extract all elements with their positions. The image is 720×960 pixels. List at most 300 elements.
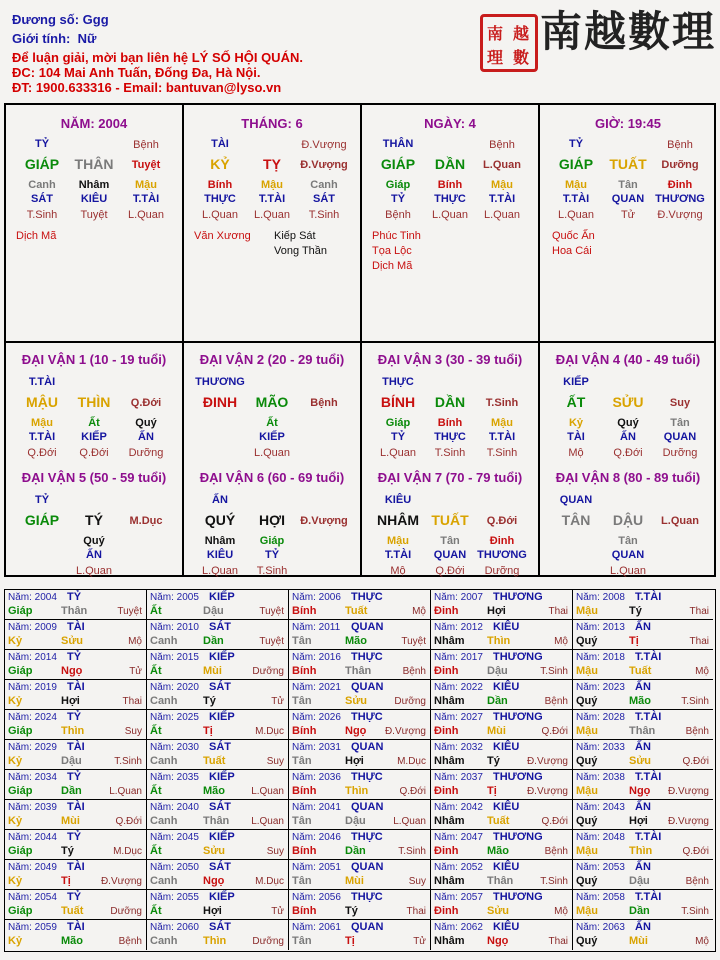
hidden-thap-than: THƯƠNG (477, 549, 527, 561)
year-truong-sinh: Đ.Vượng (100, 876, 142, 887)
dai-van-truong-sinh: Suy (669, 397, 691, 409)
hidden-thap-than: QUAN (611, 193, 645, 205)
year-can: Đinh (434, 605, 459, 617)
hidden-stem: Mậu (387, 535, 409, 547)
year-truong-sinh: Tuyệt (259, 636, 284, 647)
hidden-truong-sinh: T.Sinh (434, 447, 466, 459)
year-can: Bính (292, 785, 317, 797)
gender-value: Nữ (77, 31, 97, 46)
year-thap-than: THƯƠNG (493, 891, 543, 903)
year-cell (5, 830, 147, 860)
year-label: Năm: 2006 (292, 592, 341, 603)
year-cell (573, 830, 713, 860)
hidden-thap-than: KIẾP (259, 431, 285, 443)
year-chi: Mùi (345, 875, 364, 887)
year-label: Năm: 2029 (8, 742, 57, 753)
year-truong-sinh: Bệnh (402, 666, 426, 677)
year-chi: Tuất (203, 755, 226, 767)
year-cell (147, 800, 289, 830)
year-can: Tân (292, 935, 312, 947)
year-thap-than: SÁT (209, 921, 231, 933)
hidden-stem: Bính (437, 179, 463, 191)
year-truong-sinh: L.Quan (109, 786, 142, 797)
dai-van-thap-than: KIẾP (563, 376, 589, 388)
year-thap-than: THỰC (351, 651, 383, 663)
hidden-truong-sinh: L.Quan (253, 209, 291, 221)
year-can: Giáp (8, 725, 33, 737)
year-can: Giáp (8, 845, 33, 857)
hidden-stem: Tân (618, 179, 638, 191)
hidden-stem: Bính (437, 417, 463, 429)
year-label: Năm: 2060 (150, 922, 199, 933)
year-cell (573, 860, 713, 890)
year-can: Quý (576, 875, 598, 887)
pillar-thien-can: GIÁP (24, 156, 60, 172)
year-thap-than: TÀI (67, 621, 85, 633)
year-can: Canh (150, 935, 178, 947)
hidden-truong-sinh: L.Quan (483, 209, 521, 221)
year-can: Bính (292, 845, 317, 857)
year-chi: Dậu (629, 875, 650, 887)
year-truong-sinh: Đ.Vượng (667, 816, 709, 827)
dai-van-chi: TÝ (85, 512, 103, 528)
year-chi: Tý (61, 845, 74, 857)
year-cell (289, 650, 431, 680)
year-label: Năm: 2042 (434, 802, 483, 813)
year-thap-than: SÁT (209, 681, 231, 693)
gender-label-text: Giới tính: (12, 31, 71, 46)
year-label: Năm: 2018 (576, 652, 625, 663)
pillar-thien-can: KỶ (210, 156, 230, 172)
year-thap-than: QUAN (351, 921, 384, 933)
year-chi: Tý (487, 755, 500, 767)
year-chi: Dậu (61, 755, 82, 767)
year-thap-than: QUAN (351, 681, 384, 693)
year-cell (5, 680, 147, 710)
year-cell (431, 590, 573, 620)
year-cell (431, 680, 573, 710)
pillar-thap-than: THÂN (382, 138, 414, 150)
year-chi: Sửu (345, 695, 368, 707)
year-cell (431, 860, 573, 890)
year-can: Giáp (8, 785, 33, 797)
year-truong-sinh: Dưỡng (394, 696, 426, 707)
year-truong-sinh: Tử (271, 906, 284, 917)
year-can: Ất (150, 725, 162, 737)
year-chi: Mão (487, 845, 509, 857)
year-cell (5, 770, 147, 800)
year-thap-than: QUAN (351, 861, 384, 873)
year-cell (431, 830, 573, 860)
year-truong-sinh: Mộ (554, 906, 568, 917)
hidden-thap-than: T.TÀI (488, 431, 516, 443)
year-thap-than: ẤN (635, 621, 651, 633)
dai-van-cell (362, 461, 538, 579)
dai-van-truong-sinh: Bệnh (310, 397, 338, 409)
year-chi: Dậu (345, 815, 366, 827)
dai-van-thap-than: QUAN (559, 494, 593, 506)
year-label: Năm: 2030 (150, 742, 199, 753)
year-can: Mậu (576, 905, 598, 917)
hidden-thap-than: T.TÀI (488, 193, 516, 205)
year-can: Nhâm (434, 815, 465, 827)
dai-van-cell (6, 461, 182, 579)
hidden-truong-sinh: T.Sinh (308, 209, 340, 221)
year-can: Tân (292, 815, 312, 827)
year-can: Kỷ (8, 815, 23, 827)
hidden-thap-than: TỶ (390, 431, 406, 443)
annual-luck-table (4, 589, 716, 952)
year-label: Năm: 2031 (292, 742, 341, 753)
year-chi: Thìn (629, 845, 653, 857)
year-can: Giáp (8, 665, 33, 677)
year-chi: Thân (203, 815, 230, 827)
year-truong-sinh: Tử (129, 666, 142, 677)
year-cell (289, 830, 431, 860)
pillar-vong-truong-sinh: Bệnh (667, 139, 693, 151)
year-thap-than: TÀI (67, 921, 85, 933)
year-cell (147, 920, 289, 950)
year-truong-sinh: Tuyệt (259, 606, 284, 617)
year-cell (5, 710, 147, 740)
year-truong-sinh: Mộ (695, 936, 709, 947)
year-truong-sinh: T.Sinh (540, 666, 568, 677)
hidden-stem: Mậu (261, 179, 283, 191)
year-truong-sinh: M.Dục (397, 756, 426, 767)
pillar-title: THÁNG: 6 (241, 116, 303, 131)
year-truong-sinh: Đ.Vượng (667, 786, 709, 797)
year-thap-than: THƯƠNG (493, 651, 543, 663)
red-seal-stamp (480, 14, 538, 72)
hidden-truong-sinh: Dưỡng (484, 565, 520, 577)
dai-van-title: ĐẠI VẬN 6 (60 - 69 tuổi) (199, 470, 345, 485)
year-can: Kỷ (8, 875, 23, 887)
year-cell (147, 830, 289, 860)
hidden-stem: Quý (135, 417, 157, 429)
year-thap-than: KIÊU (493, 741, 520, 753)
year-thap-than: KIẾP (209, 591, 235, 603)
year-can: Tân (292, 635, 312, 647)
year-thap-than: THỰC (351, 711, 383, 723)
year-chi: Sửu (629, 755, 652, 767)
pillar-chi-truong-sinh: Tuyệt (131, 159, 161, 171)
page-header (0, 0, 720, 103)
pillar-thap-than: TỶ (34, 138, 50, 150)
dai-van-can: BÍNH (380, 394, 416, 410)
hidden-stem: Canh (310, 179, 338, 191)
than-sat-star: Hoa Cái (552, 245, 592, 257)
year-can: Bính (292, 725, 317, 737)
dai-van-chi: TUẤT (431, 512, 469, 528)
hidden-truong-sinh: Q.Đới (435, 565, 465, 577)
year-thap-than: THỰC (351, 831, 383, 843)
hidden-stem: Giáp (385, 417, 411, 429)
year-label: Năm: 2059 (8, 922, 57, 933)
year-thap-than: KIẾP (209, 651, 235, 663)
year-chi: Thân (629, 725, 656, 737)
owner-name: Đương số: Ggg (12, 12, 109, 27)
year-truong-sinh: Dưỡng (252, 666, 284, 677)
year-can: Quý (576, 635, 598, 647)
dai-van-chi: THÌN (77, 394, 111, 410)
dai-van-can: TÂN (561, 512, 591, 528)
than-sat-star: Văn Xương (194, 230, 251, 242)
year-chi: Tị (629, 635, 639, 647)
hidden-thap-than: ẤN (86, 549, 102, 561)
year-label: Năm: 2049 (8, 862, 57, 873)
year-truong-sinh: Thai (689, 636, 709, 647)
dai-van-truong-sinh: L.Quan (661, 515, 699, 527)
year-thap-than: T.TÀI (635, 591, 662, 603)
hidden-thap-than: THƯƠNG (655, 193, 705, 205)
year-truong-sinh: Thai (689, 606, 709, 617)
year-label: Năm: 2061 (292, 922, 341, 933)
year-can: Canh (150, 635, 178, 647)
hidden-stem: Đinh (489, 535, 515, 547)
year-can: Ất (150, 665, 162, 677)
year-can: Nhâm (434, 755, 465, 767)
year-label: Năm: 2047 (434, 832, 483, 843)
year-truong-sinh: Thai (122, 696, 142, 707)
year-thap-than: THƯƠNG (493, 831, 543, 843)
year-cell (147, 680, 289, 710)
dai-van-title: ĐẠI VẬN 4 (40 - 49 tuổi) (555, 352, 701, 367)
year-label: Năm: 2008 (576, 592, 625, 603)
year-can: Tân (292, 695, 312, 707)
year-cell (5, 590, 147, 620)
year-can: Quý (576, 755, 598, 767)
year-cell (5, 860, 147, 890)
dai-van-title: ĐẠI VẬN 8 (80 - 89 tuổi) (555, 470, 701, 485)
year-chi: Tý (203, 695, 216, 707)
year-thap-than: SÁT (209, 741, 231, 753)
year-can: Đinh (434, 725, 459, 737)
year-chi: Mão (345, 635, 367, 647)
year-chi: Sửu (203, 845, 226, 857)
year-label: Năm: 2053 (576, 862, 625, 873)
hidden-thap-than: ẤN (620, 431, 636, 443)
year-thap-than: QUAN (351, 621, 384, 633)
year-can: Kỷ (8, 935, 23, 947)
year-thap-than: TÀI (67, 861, 85, 873)
hidden-thap-than: THỰC (434, 431, 466, 443)
year-truong-sinh: T.Sinh (398, 846, 426, 857)
hidden-thap-than: TỶ (264, 549, 280, 561)
year-can: Nhâm (434, 875, 465, 887)
address-line: ĐC: 104 Mai Anh Tuấn, Đống Đa, Hà Nội. (12, 65, 261, 80)
year-chi: Tuất (61, 905, 84, 917)
year-thap-than: ẤN (635, 801, 651, 813)
year-truong-sinh: Suy (124, 726, 142, 737)
pillar-chi-truong-sinh: Dưỡng (661, 159, 699, 171)
hidden-stem: Mậu (491, 179, 513, 191)
hidden-truong-sinh: Mộ (390, 565, 406, 577)
dai-van-can: ĐINH (202, 394, 238, 410)
year-label: Năm: 2021 (292, 682, 341, 693)
year-cell (431, 710, 573, 740)
year-can: Nhâm (434, 935, 465, 947)
year-truong-sinh: T.Sinh (681, 696, 709, 707)
year-chi: Mão (203, 785, 225, 797)
year-thap-than: T.TÀI (635, 711, 662, 723)
year-truong-sinh: Thai (548, 606, 568, 617)
hidden-truong-sinh: Q.Đới (613, 447, 643, 459)
year-can: Giáp (8, 605, 33, 617)
hidden-stem: Tân (618, 535, 638, 547)
year-chi: Mùi (487, 725, 506, 737)
year-thap-than: T.TÀI (635, 771, 662, 783)
hidden-stem: Đinh (667, 179, 693, 191)
year-label: Năm: 2054 (8, 892, 57, 903)
dai-van-can: GIÁP (24, 512, 60, 528)
year-label: Năm: 2028 (576, 712, 625, 723)
seal-glyph: 理 (487, 50, 504, 67)
year-chi: Hợi (629, 815, 648, 827)
gender-label (12, 31, 96, 46)
hidden-thap-than: SÁT (31, 193, 53, 205)
year-label: Năm: 2051 (292, 862, 341, 873)
year-can: Nhâm (434, 635, 465, 647)
year-cell (573, 620, 713, 650)
hidden-stem: Mậu (135, 179, 157, 191)
year-chi: Dần (203, 635, 224, 647)
year-label: Năm: 2036 (292, 772, 341, 783)
hidden-truong-sinh: Tuyệt (80, 209, 108, 221)
year-label: Năm: 2056 (292, 892, 341, 903)
year-chi: Ngọ (345, 725, 367, 737)
hidden-stem: Quý (617, 417, 639, 429)
year-label: Năm: 2041 (292, 802, 341, 813)
pillar-dia-chi: THÂN (74, 156, 114, 172)
hidden-thap-than: T.TÀI (562, 193, 590, 205)
year-can: Tân (292, 875, 312, 887)
dai-van-thap-than: ẤN (212, 494, 228, 506)
year-cell (147, 890, 289, 920)
year-thap-than: ẤN (635, 921, 651, 933)
dai-van-can: QUÝ (204, 512, 236, 528)
year-chi: Ngọ (487, 935, 509, 947)
year-label: Năm: 2019 (8, 682, 57, 693)
year-label: Năm: 2016 (292, 652, 341, 663)
year-truong-sinh: Bệnh (685, 876, 709, 887)
year-truong-sinh: Dưỡng (252, 936, 284, 947)
pillar-title: NGÀY: 4 (424, 116, 476, 131)
year-thap-than: T.TÀI (635, 891, 662, 903)
dai-van-chi: MÃO (255, 394, 289, 410)
dai-van-cell (184, 461, 360, 579)
year-cell (5, 740, 147, 770)
year-cell (573, 710, 713, 740)
year-can: Tân (292, 755, 312, 767)
year-truong-sinh: Suy (408, 876, 426, 887)
year-chi: Thìn (203, 935, 227, 947)
dai-van-title: ĐẠI VẬN 7 (70 - 79 tuổi) (377, 470, 523, 485)
year-thap-than: KIÊU (493, 921, 520, 933)
hidden-truong-sinh: T.Sinh (26, 209, 58, 221)
hidden-truong-sinh: Dưỡng (662, 447, 698, 459)
dai-van-thap-than: KIÊU (384, 494, 412, 506)
year-thap-than: KIẾP (209, 711, 235, 723)
year-truong-sinh: Mộ (412, 606, 426, 617)
year-label: Năm: 2052 (434, 862, 483, 873)
hidden-stem: Tân (670, 417, 690, 429)
year-cell (5, 650, 147, 680)
year-label: Năm: 2024 (8, 712, 57, 723)
seal-glyph: 南 (487, 26, 504, 43)
year-thap-than: KIẾP (209, 771, 235, 783)
year-can: Mậu (576, 785, 598, 797)
hidden-stem: Giáp (259, 535, 285, 547)
year-truong-sinh: Đ.Vượng (384, 726, 426, 737)
hidden-stem: Giáp (385, 179, 411, 191)
hidden-thap-than: TỶ (390, 193, 406, 205)
year-can: Quý (576, 815, 598, 827)
pillar-vong-truong-sinh: Đ.Vượng (301, 139, 347, 151)
hidden-truong-sinh: Q.Đới (79, 447, 109, 459)
year-truong-sinh: M.Dục (113, 846, 142, 857)
year-cell (289, 680, 431, 710)
year-chi: Tị (487, 785, 497, 797)
year-cell (289, 740, 431, 770)
than-sat-star: Phúc Tinh (372, 230, 421, 242)
year-cell (431, 620, 573, 650)
pillar-thap-than: TỶ (568, 138, 584, 150)
dai-van-chi: HỢI (259, 512, 285, 528)
hidden-truong-sinh: L.Quan (379, 447, 417, 459)
hidden-thap-than: KIÊU (206, 549, 234, 561)
pillar-vong-truong-sinh: Bệnh (489, 139, 515, 151)
year-cell (573, 890, 713, 920)
year-chi: Dậu (487, 665, 508, 677)
year-thap-than: KIẾP (209, 831, 235, 843)
dai-van-title: ĐẠI VẬN 5 (50 - 59 tuổi) (21, 470, 167, 485)
hidden-truong-sinh: L.Quan (253, 447, 291, 459)
year-thap-than: SÁT (209, 861, 231, 873)
year-cell (5, 920, 147, 950)
year-cell (431, 920, 573, 950)
year-label: Năm: 2044 (8, 832, 57, 843)
year-cell (573, 590, 713, 620)
year-cell (5, 620, 147, 650)
year-can: Kỷ (8, 695, 23, 707)
dai-van-cell (184, 343, 360, 461)
year-chi: Mão (61, 935, 83, 947)
than-sat-star: Quốc Ấn (552, 230, 595, 242)
year-thap-than: ẤN (635, 681, 651, 693)
year-chi: Tị (345, 935, 355, 947)
year-thap-than: TỶ (67, 651, 82, 663)
chart-grid (4, 103, 716, 577)
year-truong-sinh: T.Sinh (114, 756, 142, 767)
year-truong-sinh: Tử (271, 696, 284, 707)
year-chi: Ngọ (61, 665, 83, 677)
hidden-thap-than: THỰC (434, 193, 466, 205)
pillar-chi-truong-sinh: L.Quan (483, 159, 521, 171)
year-thap-than: TỶ (67, 591, 82, 603)
year-label: Năm: 2023 (576, 682, 625, 693)
year-can: Mậu (576, 665, 598, 677)
year-label: Năm: 2025 (150, 712, 199, 723)
year-chi: Thìn (61, 725, 85, 737)
year-can: Bính (292, 905, 317, 917)
dai-van-can: ẤT (566, 394, 586, 410)
year-thap-than: THƯƠNG (493, 771, 543, 783)
hidden-truong-sinh: Bệnh (385, 209, 411, 221)
year-thap-than: TÀI (67, 801, 85, 813)
hidden-truong-sinh: L.Quan (201, 209, 239, 221)
year-cell (289, 590, 431, 620)
year-can: Ất (150, 905, 162, 917)
